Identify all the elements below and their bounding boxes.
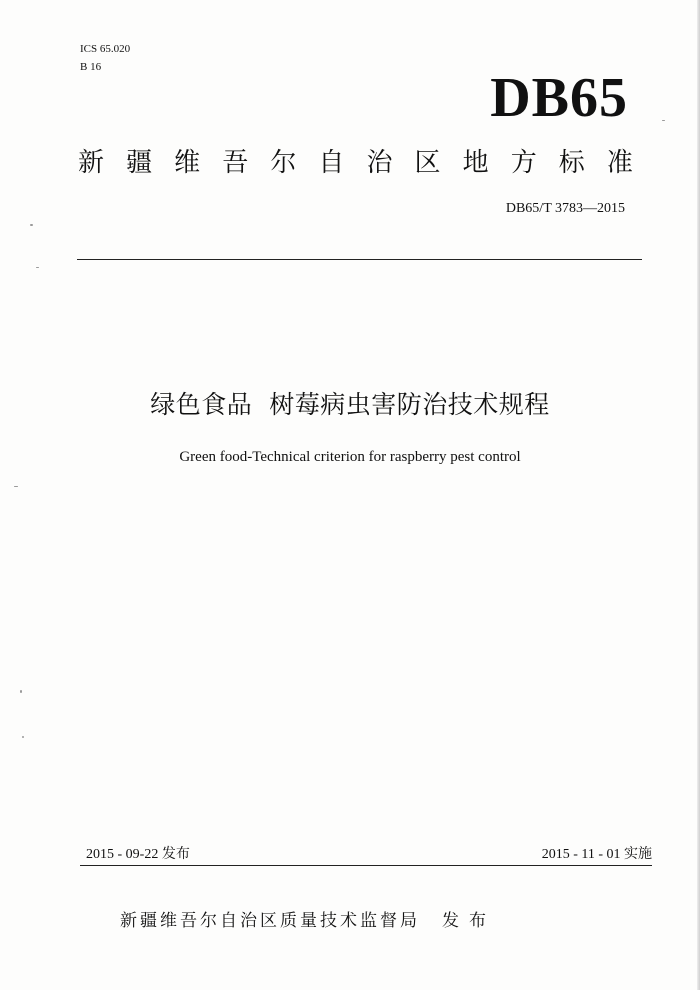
title-char: 自 <box>318 148 345 178</box>
scan-speck <box>14 486 18 487</box>
title-char: 疆 <box>126 148 153 178</box>
standard-number: DB65/T 3783—2015 <box>505 201 625 216</box>
implementation-date: 2015 - 11 - 01 实施 <box>541 847 652 862</box>
header-divider <box>77 259 642 260</box>
title-char: 方 <box>510 148 537 178</box>
scan-speck <box>36 267 39 268</box>
scan-speck <box>22 736 24 738</box>
title-char: 吾 <box>222 148 249 178</box>
standard-type-title <box>78 146 633 180</box>
title-char: 治 <box>366 148 393 178</box>
ccs-code: B 16 <box>80 61 102 73</box>
title-char: 尔 <box>270 148 297 178</box>
standard-code-mark: DB65 <box>490 67 628 129</box>
publisher-line <box>120 906 496 931</box>
title-char: 标 <box>558 148 585 178</box>
title-char: 维 <box>174 148 201 178</box>
publisher-name: 新疆维吾尔自治区质量技术监督局 <box>120 911 420 931</box>
title-char: 区 <box>414 148 441 178</box>
scan-speck <box>662 120 665 121</box>
document-title-english: Green food-Technical criterion for raspberry pest control <box>179 449 521 465</box>
title-char: 地 <box>462 148 489 178</box>
scan-speck <box>20 690 22 693</box>
document-title-chinese: 绿色食品 树莓病虫害防治技术规程 <box>150 390 550 419</box>
ics-code: ICS 65.020 <box>80 43 131 55</box>
classification-codes <box>80 40 130 76</box>
date-line <box>80 845 652 866</box>
title-char: 新 <box>78 148 105 178</box>
publish-action: 发布 <box>442 911 496 931</box>
title-char: 准 <box>606 148 633 178</box>
release-date: 2015 - 09-22 发布 <box>86 847 190 862</box>
scan-speck <box>30 224 33 226</box>
